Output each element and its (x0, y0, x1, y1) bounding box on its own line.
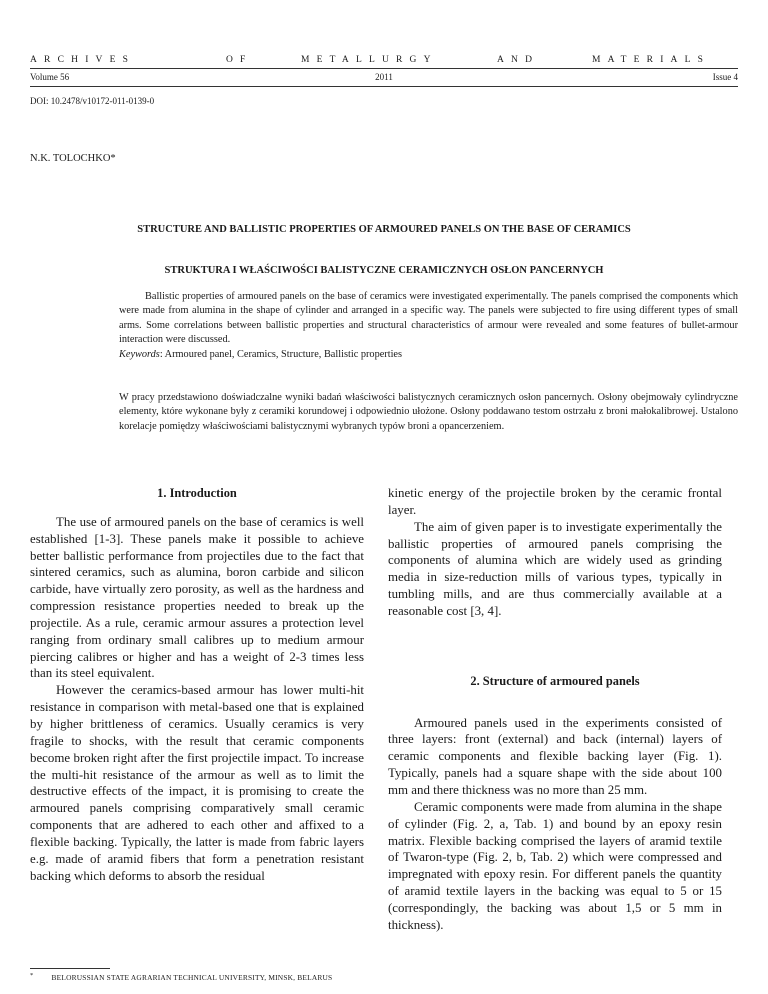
section-heading-introduction: 1. Introduction (157, 486, 237, 500)
header-rule-top (30, 68, 738, 69)
doi: DOI: 10.2478/v10172-011-0139-0 (30, 96, 155, 106)
author: N.K. TOLOCHKO* (30, 153, 116, 164)
title-english: STRUCTURE AND BALLISTIC PROPERTIES OF ARMOURED PANELS ON THE BASE OF CERAMICS (137, 224, 631, 235)
structure-paragraph-1: Armoured panels used in the experiments consisted of three layers: front (external) and back (internal) layers of ceramic components and flexible backing layer (Fig. 1). Typically, panels had a square shape with the side about 100 mm and there thickness was no more than 25 mm. (388, 715, 722, 797)
column-left (30, 485, 364, 884)
volume-label: Volume 56 (30, 72, 70, 82)
footnote-affiliation: BELORUSSIAN STATE AGRARIAN TECHNICAL UNIVERSITY, MINSK, BELARUS (51, 973, 333, 982)
keywords-list: : Armoured panel, Ceramics, Structure, Ballistic properties (159, 348, 403, 360)
intro-paragraph-2: However the ceramics-based armour has lower multi-hit resistance in comparison with metal-based one that is explained by higher brittleness of ceramics. Usually ceramics is very fragile to shocks, with the result that ceramic components become broken right after the first projectile impact. To increase the multi-hit resistance of the armour as well as to limit the destructive effects of the impact, it is promising to create the armoured panels comprising comparatively small ceramic components that are adhered to each other and affixed to a flexible backing. Typically, the latter is made from fabric layers e.g. made of aramid fibers that form a penetration resistant backing which deforms to absorb the residual (30, 683, 364, 883)
intro-paragraph-3: The aim of given paper is to investigate experimentally the ballistic properties of armoured panels comprising the components of alumina which are widely used as grinding media in size-reduction mills of various types, typically in tumbling mills, and are thus commercially available at a reasonable cost [3, 4]. (388, 519, 722, 618)
journal-word-metallurgy: METALLURGY (301, 55, 438, 65)
title-polish: STRUKTURA I WŁAŚCIWOŚCI BALISTYCZNE CERAMICZNYCH OSŁON PANCERNYCH (164, 265, 604, 276)
keywords-label: Keywords (119, 348, 160, 360)
footnote-mark: * (30, 972, 34, 979)
section-heading-structure: 2. Structure of armoured panels (470, 673, 640, 688)
journal-word-archives: ARCHIVES (30, 55, 136, 65)
issue-label: Issue 4 (712, 72, 738, 82)
intro-paragraph-1: The use of armoured panels on the base of ceramics is well established [1-3]. These panels make it possible to achieve better ballistic performance from projectiles due to the fact that sintered ceramics, such as alumina, boron carbide and silicon carbide, have virtually zero porosity, as well as the hardness and compression resistance properties needed to break up the projectile. As a rule, ceramic armour assures a protection level ranging from ordinary small calibres up to medium armour piercing calibres or higher and has a weight of 2-3 times less than its steel equivalent. (30, 514, 364, 681)
journal-word-of: OF (226, 55, 253, 65)
abstract-polish-text: W pracy przedstawiono doświadczalne wyniki badań właściwości balistycznych ceramicznych osłon pancernych. Osłony obejmowały cylindryczne elementy, które wykonane były z ceramiki korundowej i odpowiednio ułożone. Osłony poddawano testom ostrzału z broni małokalibrowej. Ustalono korelacje pomiędzy właściwościami balistycznymi wybranych typów broni a opancerzeniem. (119, 392, 738, 432)
footnote-rule (30, 968, 110, 969)
intro-paragraph-2-continued: kinetic energy of the projectile broken by the ceramic frontal layer. (388, 486, 722, 517)
journal-word-and: AND (497, 55, 540, 65)
column-right (388, 485, 722, 934)
abstract-english-text: Ballistic properties of armoured panels on the base of ceramics were investigated experimentally. The panels comprised the components which were made from alumina in the shape of cylinder and arranged in a specific way. The panels were subjected to fire using different types of small arms. Some correlations between ballistic properties and structural characteristics of armour were revealed and some features of bullet-armour interaction were discussed. (119, 291, 738, 346)
abstract-english (119, 290, 738, 362)
header-rule-bottom (30, 86, 738, 87)
year-label: 2011 (375, 72, 393, 82)
structure-paragraph-2: Ceramic components were made from alumina in the shape of cylinder (Fig. 2, a, Tab. 1) and bound by an epoxy resin matrix. Flexible backing comprised the layers of aramid textile of Twaron-type (Fig. 2, b, Tab. 2) which were compressed and impregnated with epoxy resin. For different panels the quantity of aramid textile layers in the backing was equal to 5 or 15 (correspondingly, the backing was about 1,5 or 5 mm in thickness). (388, 799, 722, 932)
abstract-polish (119, 391, 738, 434)
footnote (30, 973, 332, 982)
journal-word-materials: MATERIALS (592, 55, 711, 65)
